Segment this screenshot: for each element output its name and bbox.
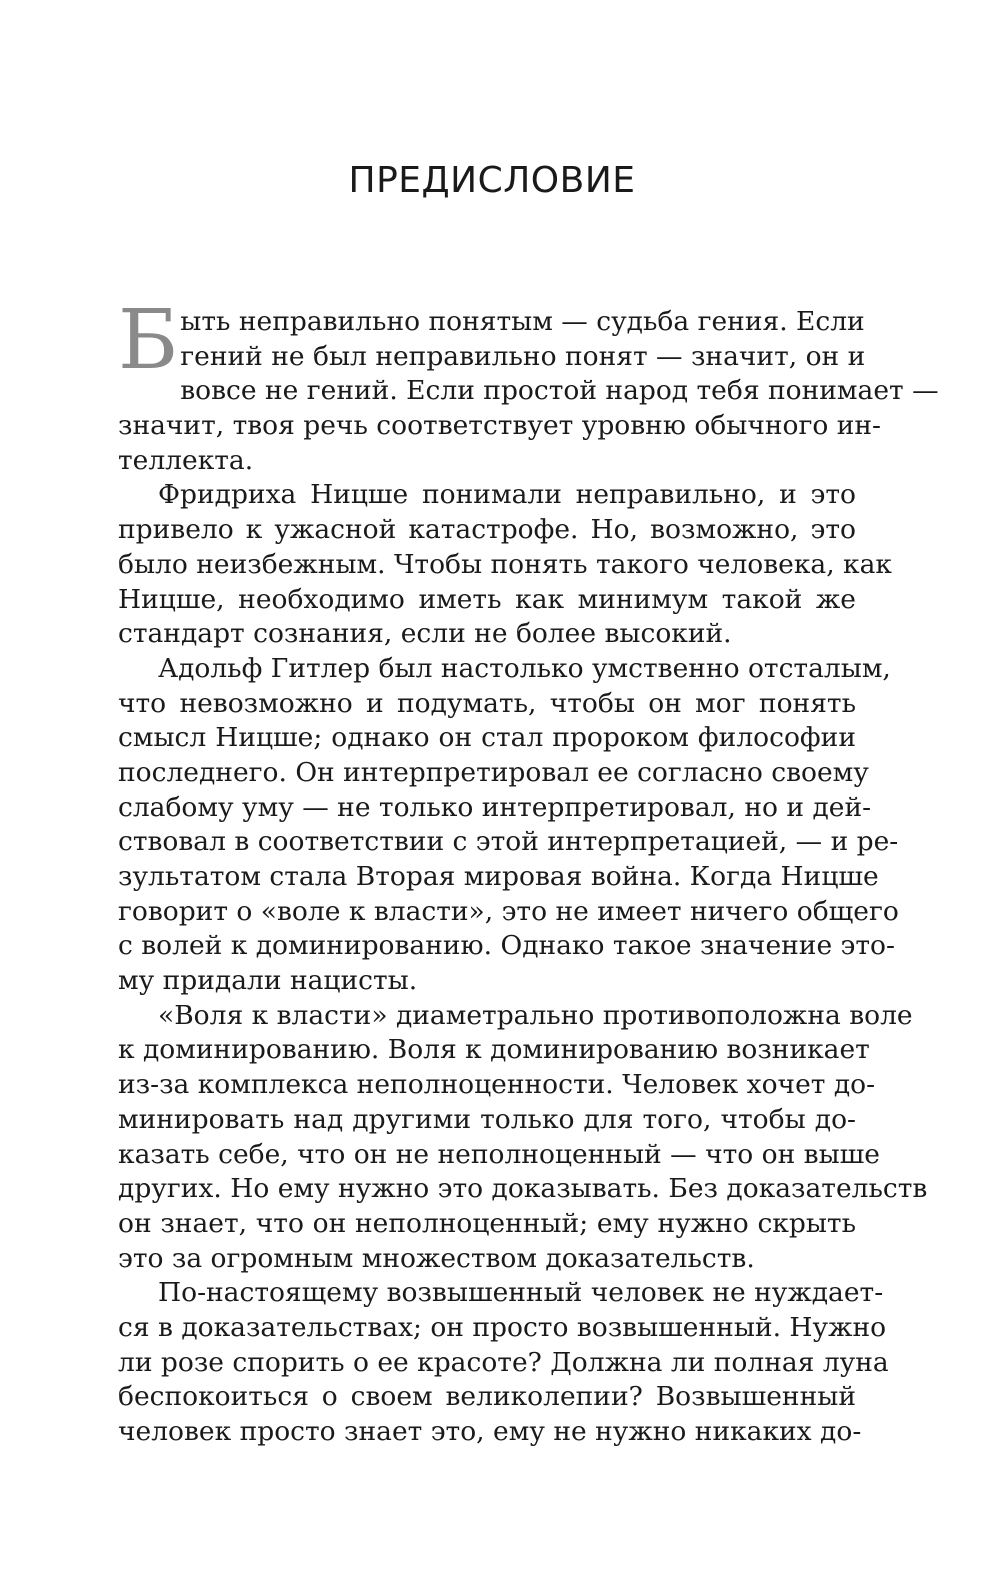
paragraph-3 bbox=[118, 652, 899, 999]
text-line: му придали нацисты. bbox=[118, 965, 418, 997]
paragraph-2 bbox=[118, 478, 892, 651]
text-line: По-настоящему возвышенный человек не нуждает- bbox=[158, 1277, 884, 1309]
text-line: из-за комплекса неполноценности. Человек хочет до- bbox=[118, 1069, 876, 1101]
text-line: говорит о «воле к власти», это не имеет ничего общего bbox=[118, 895, 899, 927]
text-line: стандарт сознания, если не более высокий. bbox=[118, 618, 732, 650]
text-line: зультатом стала Вторая мировая война. Когда Ницше bbox=[118, 861, 879, 892]
text-line: Ницше, необходимо иметь как минимум такой же bbox=[118, 583, 856, 615]
text-line: что невозможно и подумать, чтобы он мог понять bbox=[118, 687, 856, 719]
text-line: гений не был неправильно понят — значит, он и bbox=[180, 340, 866, 372]
text-line: привело к ужасной катастрофе. Но, возможно, это bbox=[118, 514, 856, 546]
text-line: ыть неправильно понятым — судьба гения. Если bbox=[180, 306, 865, 337]
text-line: ся в доказательствах; он просто возвышенный. Нужно bbox=[118, 1311, 887, 1343]
text-line: «Воля к власти» диаметрально противоположна воле bbox=[158, 999, 913, 1031]
text-line: теллекта. bbox=[118, 444, 254, 476]
paragraph-1 bbox=[118, 293, 939, 478]
text-line: других. Но ему нужно это доказывать. Без доказательств bbox=[118, 1173, 928, 1205]
body-text bbox=[118, 293, 939, 1450]
text-line: человек просто знает это, ему не нужно никаких до- bbox=[118, 1416, 862, 1447]
text-line: он знает, что он неполноценный; ему нужно скрыть bbox=[118, 1207, 856, 1239]
page-title: ПРЕДИСЛОВИЕ bbox=[348, 160, 636, 201]
text-line: последнего. Он интерпретировал ее согласно своему bbox=[118, 756, 869, 788]
text-line: вовсе не гений. Если простой народ тебя понимает — bbox=[180, 375, 939, 407]
paragraph-5 bbox=[118, 1276, 889, 1449]
text-line: беспокоиться о своем великолепии? Возвышенный bbox=[118, 1381, 856, 1413]
drop-cap: Б bbox=[118, 293, 179, 388]
text-line: к доминированию. Воля к доминированию возникает bbox=[118, 1034, 870, 1066]
text-line: Адольф Гитлер был настолько умственно отсталым, bbox=[158, 652, 891, 684]
paragraph-4 bbox=[118, 999, 928, 1277]
text-line: Фридриха Ницше понимали неправильно, и это bbox=[158, 479, 856, 511]
text-line: это за огромным множеством доказательств. bbox=[118, 1242, 755, 1274]
text-line: ствовал в соответствии с этой интерпретацией, — и ре- bbox=[118, 826, 899, 858]
text-line: значит, твоя речь соответствует уровню обычного ин- bbox=[118, 410, 882, 442]
text-line: с волей к доминированию. Однако такое значение это- bbox=[118, 930, 895, 962]
text-line: было неизбежным. Чтобы понять такого человека, как bbox=[118, 548, 892, 580]
text-line: ли розе спорить о ее красоте? Должна ли полная луна bbox=[118, 1346, 889, 1378]
text-line: казать себе, что он не неполноценный — что он выше bbox=[118, 1138, 880, 1170]
text-line: слабому уму — не только интерпретировал, но и дей- bbox=[118, 791, 872, 823]
text-line: минировать над другими только для того, чтобы до- bbox=[118, 1103, 856, 1135]
text-line: смысл Ницше; однако он стал пророком философии bbox=[118, 722, 856, 754]
